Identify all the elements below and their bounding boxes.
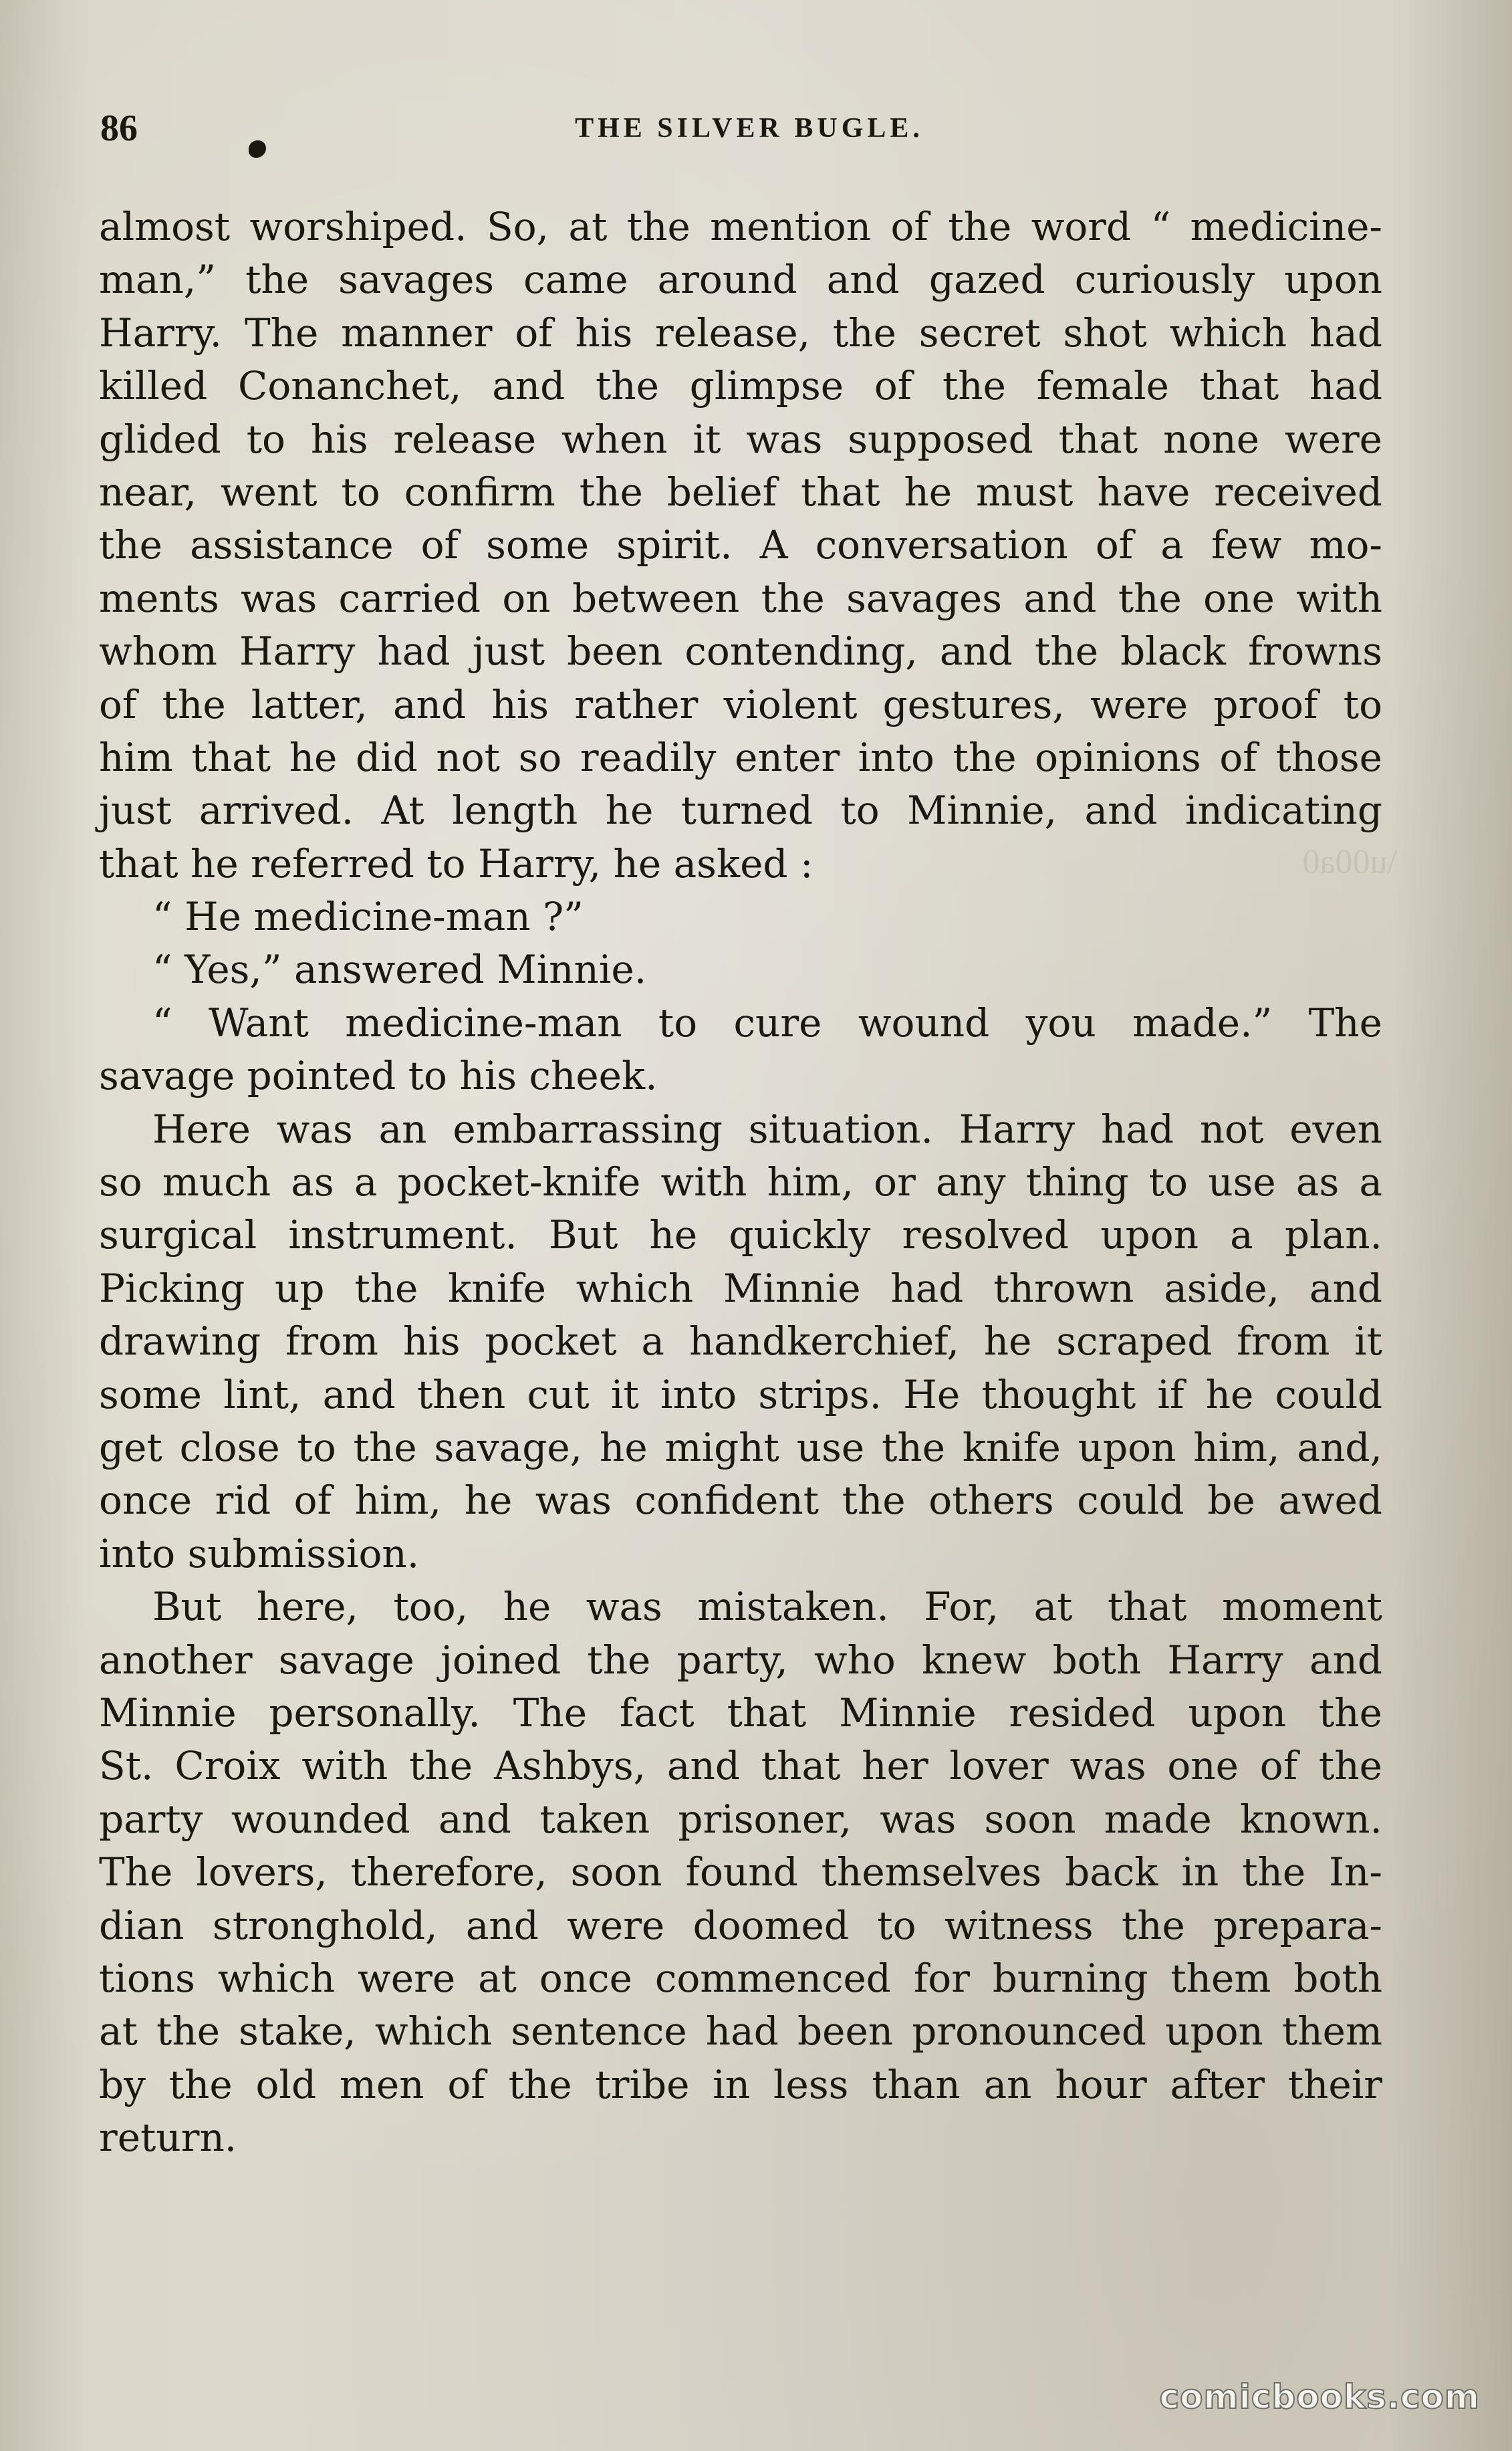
text-line: almost worshiped. So, at the mention of the word “ medicine- [99,204,1382,249]
ink-blot [249,140,266,158]
text-line: so much as a pocket-knife with him, or any thing to use as a [99,1159,1382,1205]
text-line: drawing from his pocket a handkerchief, he scraped from it [99,1318,1382,1365]
text-line: return. [99,2115,237,2161]
text-line: ments was carried on between the savages and the one with [99,575,1382,621]
text-line: “ Yes,” answered Minnie. [152,947,647,993]
text-line: get close to the savage, he might use the knife upon him, and, [99,1424,1382,1470]
running-head: THE SILVER BUGLE. [575,113,924,144]
text-line: of the latter, and his rather violent gestures, were proof to [99,681,1382,727]
text-line: at the stake, which sentence had been pronounced upon them [99,2008,1382,2055]
text-line: by the old men of the tribe in less than an hour after their [99,2061,1382,2107]
text-line: tions which were at once commenced for burning them both [99,1955,1382,2001]
text-line: another savage joined the party, who knew both Harry and [99,1637,1382,1683]
text-line: But here, too, he was mistaken. For, at that moment [152,1584,1382,1630]
page-header [100,107,1378,154]
text-line: the assistance of some spirit. A conversation of a few mo- [99,522,1382,568]
text-line: into submission. [99,1530,420,1577]
watermark: comicbooks.com [1159,2377,1480,2416]
text-line: just arrived. At length he turned to Minnie, and indicating [99,788,1382,834]
text-line: Harry. The manner of his release, the secret shot which had [99,310,1382,356]
text-line: “ Want medicine-man to cure wound you made.” The [152,1000,1382,1046]
page-number: 86 [100,108,138,149]
text-line: some lint, and then cut it into strips. He thought if he could [99,1371,1382,1417]
text-line: whom Harry had just been contending, and the black frowns [99,628,1382,675]
text-line: that he referred to Harry, he asked : [99,840,813,887]
text-line: Minnie personally. The fact that Minnie resided upon the [99,1689,1382,1736]
text-line: surgical instrument. But he quickly resolved upon a plan. [99,1212,1382,1258]
bleed-through-text: \u00a0 [1302,843,1397,881]
text-line: “ He medicine-man ?” [152,894,584,940]
body-text [99,201,1382,2164]
text-line: man,” the savages came around and gazed curiously upon [99,257,1382,303]
text-line: dian stronghold, and were doomed to witness the prepara- [99,1902,1382,1948]
text-line: party wounded and taken prisoner, was soon made known. [99,1796,1382,1842]
text-line: once rid of him, he was confident the others could be awed [99,1478,1382,1524]
text-line: near, went to confirm the belief that he must have received [99,469,1382,515]
text-line: glided to his release when it was supposed that none were [99,416,1382,462]
text-line: St. Croix with the Ashbys, and that her lover was one of the [99,1743,1382,1789]
text-line: him that he did not so readily enter into the opinions of those [99,734,1382,780]
text-line: Picking up the knife which Minnie had thrown aside, and [99,1265,1382,1311]
text-line: savage pointed to his cheek. [99,1053,658,1099]
text-line: killed Conanchet, and the glimpse of the female that had [99,363,1382,409]
text-line: The lovers, therefore, soon found themselves back in the In- [99,1849,1382,1895]
text-line: Here was an embarrassing situation. Harry had not even [152,1106,1382,1152]
